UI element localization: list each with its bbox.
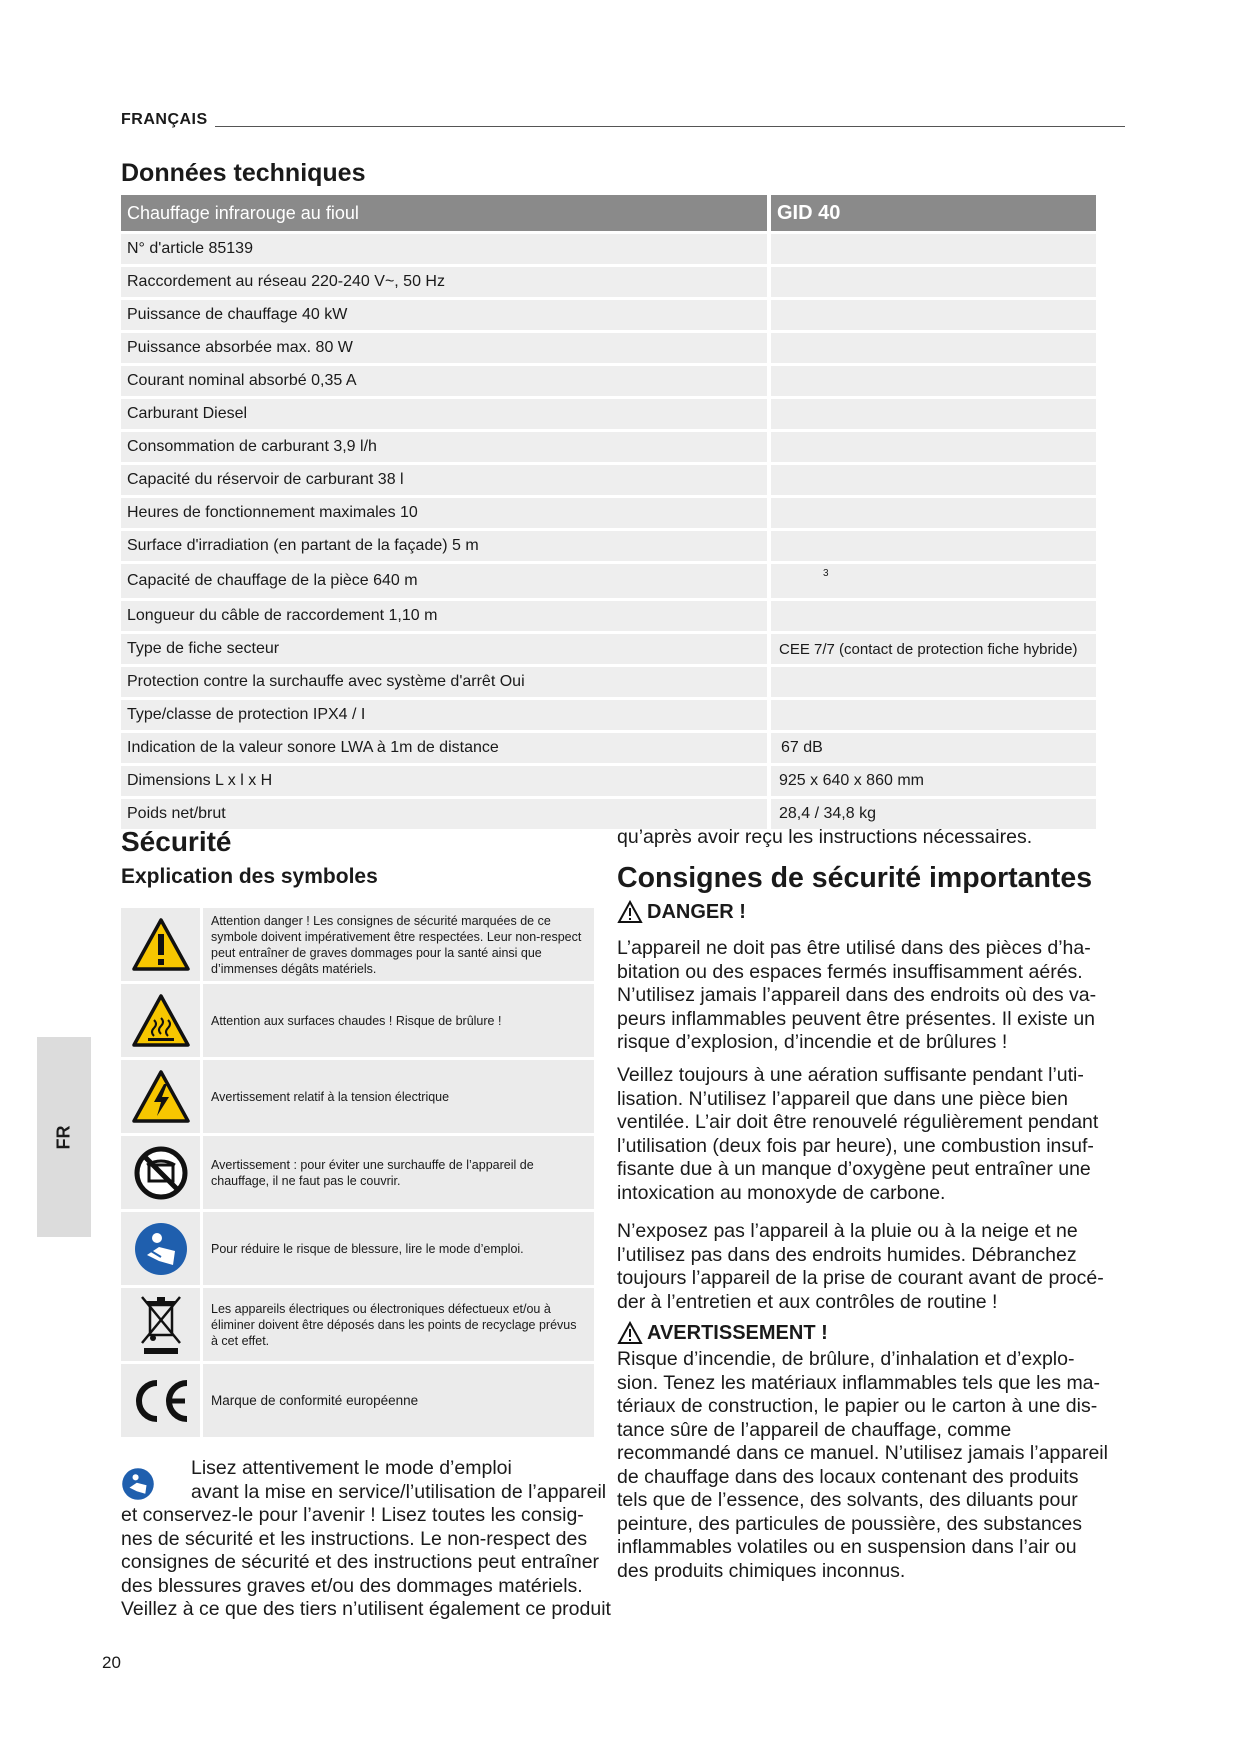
table-row	[121, 799, 1096, 829]
text-line: sion. Tenez les matériaux inflammables tels que les ma-	[617, 1371, 1101, 1394]
symbol-row	[121, 1212, 594, 1285]
header-rule	[215, 126, 1125, 127]
text-line: toujours l’appareil de la prise de courant avant de procé-	[617, 1267, 1104, 1289]
tech-label: Puissance absorbée max. 80 W	[121, 333, 767, 363]
symbols-table	[121, 908, 594, 1440]
danger-heading	[617, 900, 746, 924]
table-row	[121, 700, 1096, 730]
fire-risk-paragraph	[617, 1348, 1108, 1583]
tech-label: Raccordement au réseau 220-240 V~, 50 Hz	[121, 267, 767, 297]
intro-line: Veillez à ce que des tiers n’utilisent également ce produit	[121, 1598, 611, 1620]
tech-label: Indication de la valeur sonore LWA à 1m de distance	[121, 733, 767, 763]
tech-data-table	[121, 192, 1096, 832]
tech-label: Capacité de chauffage de la pièce 640 m	[121, 564, 767, 598]
text-line: N’exposez pas l’appareil à la pluie ou à la neige et ne	[617, 1220, 1078, 1242]
warning-heading	[617, 1321, 828, 1345]
table-row	[121, 564, 1096, 598]
tech-value	[767, 531, 1096, 561]
symbol-description: Les appareils électriques ou électroniques défectueux et/ou à éliminer doivent être déposés dans les points de recyclage prévus à cet effet.	[203, 1288, 594, 1361]
tech-table-header	[121, 195, 1096, 231]
table-row	[121, 766, 1096, 796]
ventilation-paragraph	[617, 1064, 1098, 1205]
symbol-description: Avertissement relatif à la tension électrique	[203, 1060, 594, 1133]
tech-value	[767, 234, 1096, 264]
tech-value: 28,4 / 34,8 kg	[767, 799, 1096, 829]
tech-label: Puissance de chauffage 40 kW	[121, 300, 767, 330]
warning-icon	[121, 908, 200, 981]
text-line: recommandé dans ce manuel. N’utilisez jamais l’appareil	[617, 1442, 1108, 1464]
intro-line: avant la mise en service/l’utilisation de l’appareil	[191, 1480, 607, 1503]
security-title: Sécurité	[121, 826, 232, 857]
language-label: FRANÇAIS	[121, 111, 208, 128]
tech-value	[767, 498, 1096, 528]
symbol-row	[121, 1364, 594, 1437]
text-line: peurs inflammables peuvent être présentes. Il existe un	[617, 1007, 1096, 1030]
tech-label: N° d'article 85139	[121, 234, 767, 264]
table-row	[121, 399, 1096, 429]
tech-value	[767, 333, 1096, 363]
language-side-tab	[37, 1037, 91, 1237]
warning-icon	[617, 900, 643, 924]
moisture-paragraph	[617, 1220, 1104, 1314]
intro-paragraph	[121, 1457, 611, 1622]
table-row	[121, 465, 1096, 495]
text-line: tance sûre de l’appareil de chauffage, comme	[617, 1418, 1012, 1441]
tech-header-model: GID 40	[767, 195, 1096, 231]
table-row	[121, 634, 1096, 664]
danger-label: DANGER !	[647, 900, 746, 923]
text-line: lisation. N’utilisez l’appareil que dans une pièce bien	[617, 1087, 1068, 1110]
tech-value	[767, 700, 1096, 730]
tech-label: Surface d'irradiation (en partant de la façade) 5 m	[121, 531, 767, 561]
symbol-description: Marque de conformité européenne	[203, 1364, 594, 1437]
tech-value	[767, 667, 1096, 697]
tech-label: Carburant Diesel	[121, 399, 767, 429]
hot-surface-icon	[121, 984, 200, 1057]
tech-value	[767, 399, 1096, 429]
read-manual-icon	[121, 1212, 200, 1285]
table-row	[121, 267, 1096, 297]
tech-label: Type/classe de protection IPX4 / I	[121, 700, 767, 730]
tech-value: 3	[767, 564, 1096, 598]
ce-mark-icon	[121, 1364, 200, 1437]
symbol-description: Avertissement : pour éviter une surchauffe de l’appareil de chauffage, il ne faut pas le couvrir.	[203, 1136, 594, 1209]
tech-value: CEE 7/7 (contact de protection fiche hybride)	[767, 634, 1096, 664]
tech-value	[767, 601, 1096, 631]
text-line: tels que de l’essence, des solvants, des diluants pour	[617, 1489, 1078, 1511]
intro-line: nes de sécurité et les instructions. Le non-respect des	[121, 1527, 588, 1550]
text-line: l’utilisation (deux fois par heure), une combustion insuf-	[617, 1134, 1094, 1157]
intro-line: des blessures graves et/ou des dommages matériels.	[121, 1574, 583, 1597]
tech-header-product: Chauffage infrarouge au fioul	[121, 195, 767, 231]
tech-value	[767, 432, 1096, 462]
text-line: l’utilisez pas dans des endroits humides. Débranchez	[617, 1243, 1077, 1266]
tech-label: Capacité du réservoir de carburant 38 l	[121, 465, 767, 495]
consignes-title: Consignes de sécurité importantes	[617, 862, 1093, 894]
table-row	[121, 498, 1096, 528]
symbol-row	[121, 1060, 594, 1133]
text-line: bitation ou des espaces fermés insuffisamment aérés.	[617, 960, 1083, 983]
tech-label: Courant nominal absorbé 0,35 A	[121, 366, 767, 396]
table-row	[121, 432, 1096, 462]
tech-label: Heures de fonctionnement maximales 10	[121, 498, 767, 528]
table-row	[121, 667, 1096, 697]
symbol-description: Attention aux surfaces chaudes ! Risque de brûlure !	[203, 984, 594, 1057]
continuation-text: qu’après avoir reçu les instructions nécessaires.	[617, 826, 1033, 848]
text-line: fisante due à un manque d’oxygène peut entraîner une	[617, 1158, 1091, 1180]
tech-label: Protection contre la surchauffe avec système d'arrêt Oui	[121, 667, 767, 697]
symbol-row	[121, 984, 594, 1057]
symbol-description: Attention danger ! Les consignes de sécurité marquées de ce symbole doivent impérativement être respectées. Leur non-respect peut entraîner de graves dommages pour la santé ainsi que d’immenses dégâts matériels.	[203, 908, 594, 981]
tech-label: Poids net/brut	[121, 799, 767, 829]
intro-line: et conservez-le pour l’avenir ! Lisez toutes les consig-	[121, 1504, 584, 1526]
tech-label: Consommation de carburant 3,9 l/h	[121, 432, 767, 462]
text-line: ventilée. L’air doit être renouvelé régulièrement pendant	[617, 1111, 1099, 1133]
tech-value: 67 dB	[767, 733, 1096, 763]
text-line: L’appareil ne doit pas être utilisé dans des pièces d’ha-	[617, 937, 1091, 959]
symbol-row	[121, 1136, 594, 1209]
intro-line: consignes de sécurité et des instructions peut entraîner	[121, 1551, 600, 1573]
symbols-title: Explication des symboles	[121, 865, 378, 888]
table-row	[121, 733, 1096, 763]
tech-value: 925 x 640 x 860 mm	[767, 766, 1096, 796]
tech-value	[767, 300, 1096, 330]
table-row	[121, 601, 1096, 631]
text-line: Risque d’incendie, de brûlure, d’inhalation et d’explo-	[617, 1348, 1075, 1370]
tech-label: Type de fiche secteur	[121, 634, 767, 664]
page-number: 20	[102, 1653, 121, 1672]
table-row	[121, 234, 1096, 264]
tech-label: Dimensions L x l x H	[121, 766, 767, 796]
table-row	[121, 366, 1096, 396]
text-line: inflammables volatiles ou en suspension dans l’air ou	[617, 1536, 1077, 1558]
symbol-row	[121, 1288, 594, 1361]
text-line: intoxication au monoxyde de carbone.	[617, 1181, 946, 1204]
danger-paragraph	[617, 937, 1096, 1055]
tech-value	[767, 366, 1096, 396]
tech-label: Longueur du câble de raccordement 1,10 m	[121, 601, 767, 631]
text-line: Veillez toujours à une aération suffisante pendant l’uti-	[617, 1064, 1084, 1086]
text-line: tériaux de construction, le papier ou le carton à une dis-	[617, 1395, 1098, 1417]
text-line: N’utilisez jamais l’appareil dans des endroits où des va-	[617, 984, 1097, 1006]
text-line: des produits chimiques inconnus.	[617, 1559, 906, 1582]
weee-bin-icon	[121, 1288, 200, 1361]
text-line: peinture, des particules de poussière, des substances	[617, 1512, 1083, 1535]
tech-value	[767, 267, 1096, 297]
side-tab-label: FR	[53, 1125, 74, 1149]
warning-label: AVERTISSEMENT !	[647, 1321, 828, 1344]
text-line: risque d’explosion, d’incendie et de brûlures !	[617, 1031, 1008, 1053]
intro-line: Lisez attentivement le mode d’emploi	[191, 1457, 512, 1479]
table-row	[121, 300, 1096, 330]
tech-data-title: Données techniques	[121, 159, 366, 187]
do-not-cover-icon	[121, 1136, 200, 1209]
electric-voltage-icon	[121, 1060, 200, 1133]
warning-icon	[617, 1321, 643, 1345]
text-line: der à l’entretien et aux contrôles de routine !	[617, 1290, 998, 1313]
table-row	[121, 531, 1096, 561]
symbol-row	[121, 908, 594, 981]
table-row	[121, 333, 1096, 363]
symbol-description: Pour réduire le risque de blessure, lire le mode d’emploi.	[203, 1212, 594, 1285]
tech-value	[767, 465, 1096, 495]
text-line: de chauffage dans des locaux contenant des produits	[617, 1465, 1079, 1488]
